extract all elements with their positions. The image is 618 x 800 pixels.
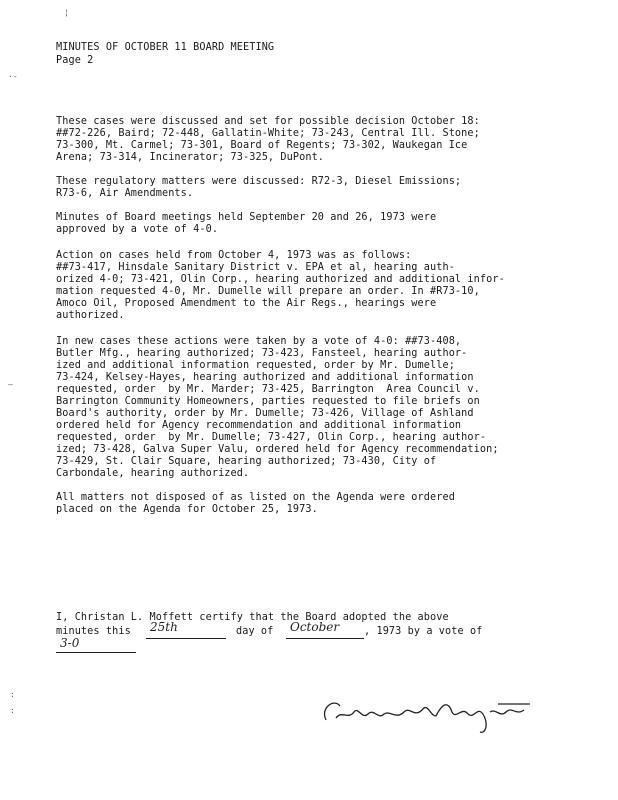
text-line: approved by a vote of 4-0. [56, 224, 219, 235]
text-line: 73-429, St. Clair Square, hearing authorized; 73-430, City of [56, 456, 437, 467]
handwritten-day: 25th [150, 620, 178, 634]
text-line: These regulatory matters were discussed: R72-3, Diesel Emissions; [56, 176, 462, 187]
text-line: ##72-226, Baird; 72-448, Gallatin-White; 73-243, Central Ill. Stone; [56, 128, 480, 139]
page-number: Page 2 [56, 55, 94, 66]
certification-line-2c: , 1973 by a vote of [364, 626, 483, 637]
day-blank [146, 638, 226, 639]
month-blank [286, 638, 364, 639]
text-line: These cases were discussed and set for possible decision October 18: [56, 116, 480, 127]
text-line: 73-300, Mt. Carmel; 73-301, Board of Regents; 73-302, Waukegan Ice [56, 140, 468, 151]
text-line: ##73-417, Hinsdale Sanitary District v. EPA et al, hearing auth- [56, 262, 455, 273]
text-line: Arena; 73-314, Incinerator; 73-325, DuPont. [56, 152, 325, 163]
text-line: Barrington Community Homeowners, parties requested to file briefs on [56, 396, 480, 407]
text-line: In new cases these actions were taken by a vote of 4-0: ##73-408, [56, 336, 462, 347]
scan-mark: : [10, 706, 15, 715]
text-line: 73-424, Kelsey-Hayes, hearing authorized and additional information [56, 372, 474, 383]
text-line: ordered held for Agency recommendation and additional information [56, 420, 462, 431]
text-line: Butler Mfg., hearing authorized; 73-423, Fansteel, hearing author- [56, 348, 468, 359]
text-line: Carbondale, hearing authorized. [56, 468, 250, 479]
vote-blank [56, 652, 136, 653]
certification-line-2a: minutes this [56, 626, 131, 637]
scan-mark: ¦ [64, 8, 69, 17]
handwritten-vote: 3-0 [60, 636, 80, 650]
text-line: ized and additional information requested, order by Mr. Dumelle; [56, 360, 455, 371]
scan-mark: ·- [8, 72, 18, 81]
scan-mark: — [8, 380, 13, 389]
document-title: MINUTES OF OCTOBER 11 BOARD MEETING [56, 42, 275, 53]
text-line: Board's authority, order by Mr. Dumelle; 73-426, Village of Ashland [56, 408, 474, 419]
text-line: All matters not disposed of as listed on the Agenda were ordered [56, 492, 455, 503]
certification-line-1: I, Christan L. Moffett certify that the Board adopted the above [56, 612, 449, 623]
text-line: ized; 73-428, Galva Super Valu, ordered held for Agency recommendation; [56, 444, 499, 455]
handwritten-month: October [290, 620, 340, 634]
text-line: authorized. [56, 310, 125, 321]
text-line: mation requested 4-0, Mr. Dumelle will prepare an order. In #R73-10, [56, 286, 480, 297]
text-line: requested, order by Mr. Dumelle; 73-427, Olin Corp., hearing author- [56, 432, 487, 443]
text-line: Minutes of Board meetings held September 20 and 26, 1973 were [56, 212, 437, 223]
text-line: Amoco Oil, Proposed Amendment to the Air Regs., hearings were [56, 298, 437, 309]
text-line: Action on cases held from October 4, 1973 was as follows: [56, 250, 412, 261]
text-line: R73-6, Air Amendments. [56, 188, 194, 199]
text-line: requested, order by Mr. Marder; 73-425, Barrington Area Council v. [56, 384, 480, 395]
certification-line-2b: day of [236, 626, 274, 637]
text-line: placed on the Agenda for October 25, 1973. [56, 504, 318, 515]
text-line: orized 4-0; 73-421, Olin Corp., hearing authorized and additional infor- [56, 274, 505, 285]
signature-image [318, 690, 538, 740]
scan-mark: : [10, 690, 15, 699]
